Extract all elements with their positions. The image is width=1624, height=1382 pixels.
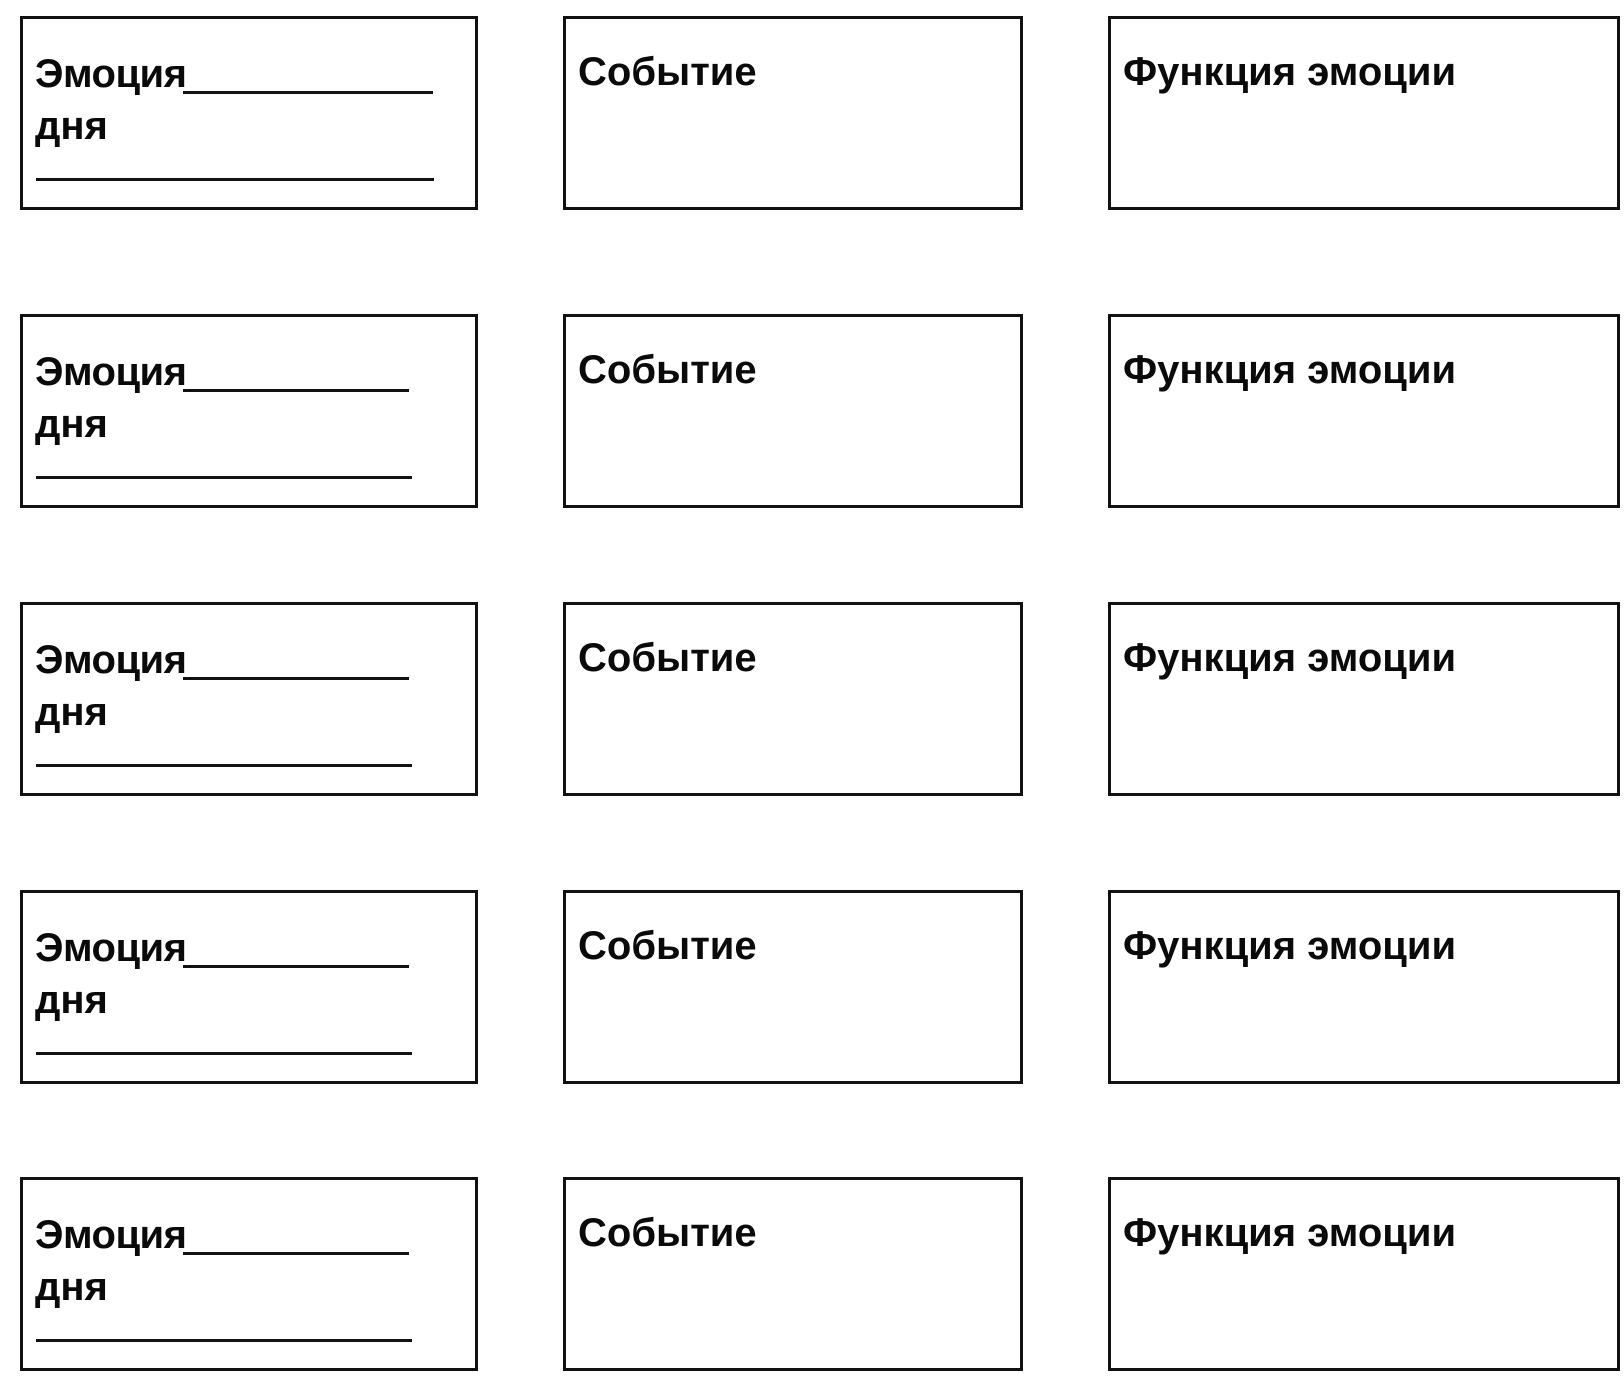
event-label: Событие bbox=[578, 348, 757, 392]
worksheet-row-5 bbox=[0, 1177, 1624, 1377]
emotion-function-box[interactable] bbox=[1108, 602, 1620, 796]
emotion-of-day-box[interactable] bbox=[20, 890, 478, 1084]
emotion-function-box[interactable] bbox=[1108, 890, 1620, 1084]
worksheet-row-1 bbox=[0, 16, 1624, 216]
worksheet-row-2 bbox=[0, 314, 1624, 514]
event-label: Событие bbox=[578, 636, 757, 680]
emotion-function-box[interactable] bbox=[1108, 16, 1620, 210]
emotion-of-day-box[interactable] bbox=[20, 314, 478, 508]
emotion-input-line[interactable] bbox=[183, 389, 409, 392]
emotion-label: Эмоция bbox=[35, 350, 187, 394]
event-box[interactable] bbox=[563, 1177, 1023, 1371]
emotion-of-day-box[interactable] bbox=[20, 1177, 478, 1371]
emotion-input-line[interactable] bbox=[183, 1252, 409, 1255]
emotion-function-box[interactable] bbox=[1108, 1177, 1620, 1371]
emotion-function-label: Функция эмоции bbox=[1123, 348, 1457, 392]
emotion-label: Эмоция bbox=[35, 638, 187, 682]
event-label: Событие bbox=[578, 50, 757, 94]
emotion-function-label: Функция эмоции bbox=[1123, 50, 1457, 94]
emotion-label: Эмоция bbox=[35, 1213, 187, 1257]
day-label: дня bbox=[35, 402, 108, 446]
emotion-of-day-box[interactable] bbox=[20, 602, 478, 796]
emotion-of-day-box[interactable] bbox=[20, 16, 478, 210]
worksheet-row-4 bbox=[0, 890, 1624, 1090]
emotion-input-line[interactable] bbox=[183, 91, 433, 94]
emotion-function-label: Функция эмоции bbox=[1123, 636, 1457, 680]
emotion-bottom-input-line[interactable] bbox=[36, 764, 412, 767]
day-label: дня bbox=[35, 104, 108, 148]
emotion-bottom-input-line[interactable] bbox=[36, 1052, 412, 1055]
emotion-bottom-input-line[interactable] bbox=[36, 1339, 412, 1342]
worksheet-row-3 bbox=[0, 602, 1624, 802]
emotion-function-box[interactable] bbox=[1108, 314, 1620, 508]
event-box[interactable] bbox=[563, 890, 1023, 1084]
emotion-function-label: Функция эмоции bbox=[1123, 1211, 1457, 1255]
emotion-label: Эмоция bbox=[35, 52, 187, 96]
day-label: дня bbox=[35, 978, 108, 1022]
event-box[interactable] bbox=[563, 602, 1023, 796]
event-box[interactable] bbox=[563, 314, 1023, 508]
emotion-function-label: Функция эмоции bbox=[1123, 924, 1457, 968]
event-box[interactable] bbox=[563, 16, 1023, 210]
emotion-bottom-input-line[interactable] bbox=[36, 178, 434, 181]
emotion-input-line[interactable] bbox=[183, 965, 409, 968]
emotion-label: Эмоция bbox=[35, 926, 187, 970]
event-label: Событие bbox=[578, 924, 757, 968]
emotion-input-line[interactable] bbox=[183, 677, 409, 680]
day-label: дня bbox=[35, 690, 108, 734]
event-label: Событие bbox=[578, 1211, 757, 1255]
day-label: дня bbox=[35, 1265, 108, 1309]
emotion-bottom-input-line[interactable] bbox=[36, 476, 412, 479]
